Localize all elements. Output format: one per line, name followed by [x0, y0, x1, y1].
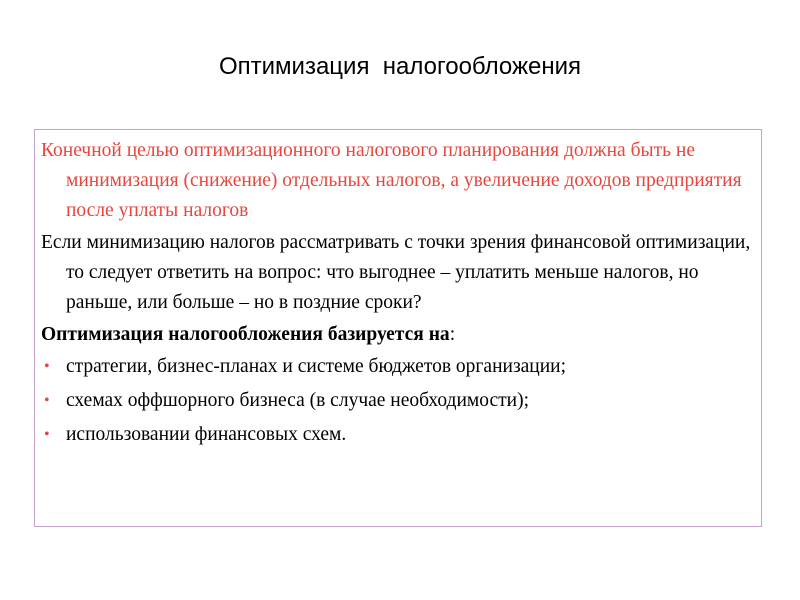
slide-title: Оптимизация налогообложения [218, 53, 582, 80]
bullet-icon: • [44, 426, 50, 443]
basis-heading-colon: : [449, 324, 456, 345]
list-item [41, 352, 755, 382]
question-paragraph: Если минимизацию налогов рассматривать с точки зрения финансовой оптимизации, то следует ответить на вопрос: что выгоднее – уплатить меньше налогов, но раньше, или больше – но в поздние сроки? [41, 232, 751, 313]
goal-paragraph: Конечной целью оптимизационного налогового планирования должна быть не минимизация (снижение) отдельных налогов, а увеличение доходов предприятия после уплаты налогов [41, 140, 742, 221]
bullet-icon: • [44, 392, 50, 409]
bullet-icon: • [44, 358, 50, 375]
basis-heading [41, 320, 755, 350]
content-box [34, 129, 762, 527]
list-item [41, 420, 755, 450]
list-item-text: использовании финансовых схем. [66, 424, 347, 445]
basis-heading-text: Оптимизация налогообложения базируется на [41, 324, 450, 345]
list-item [41, 386, 755, 416]
list-item-text: схемах оффшорного бизнеса (в случае необходимости); [66, 390, 529, 411]
list-item-text: стратегии, бизнес-планах и системе бюджетов организации; [66, 356, 567, 377]
basis-list [41, 352, 755, 450]
